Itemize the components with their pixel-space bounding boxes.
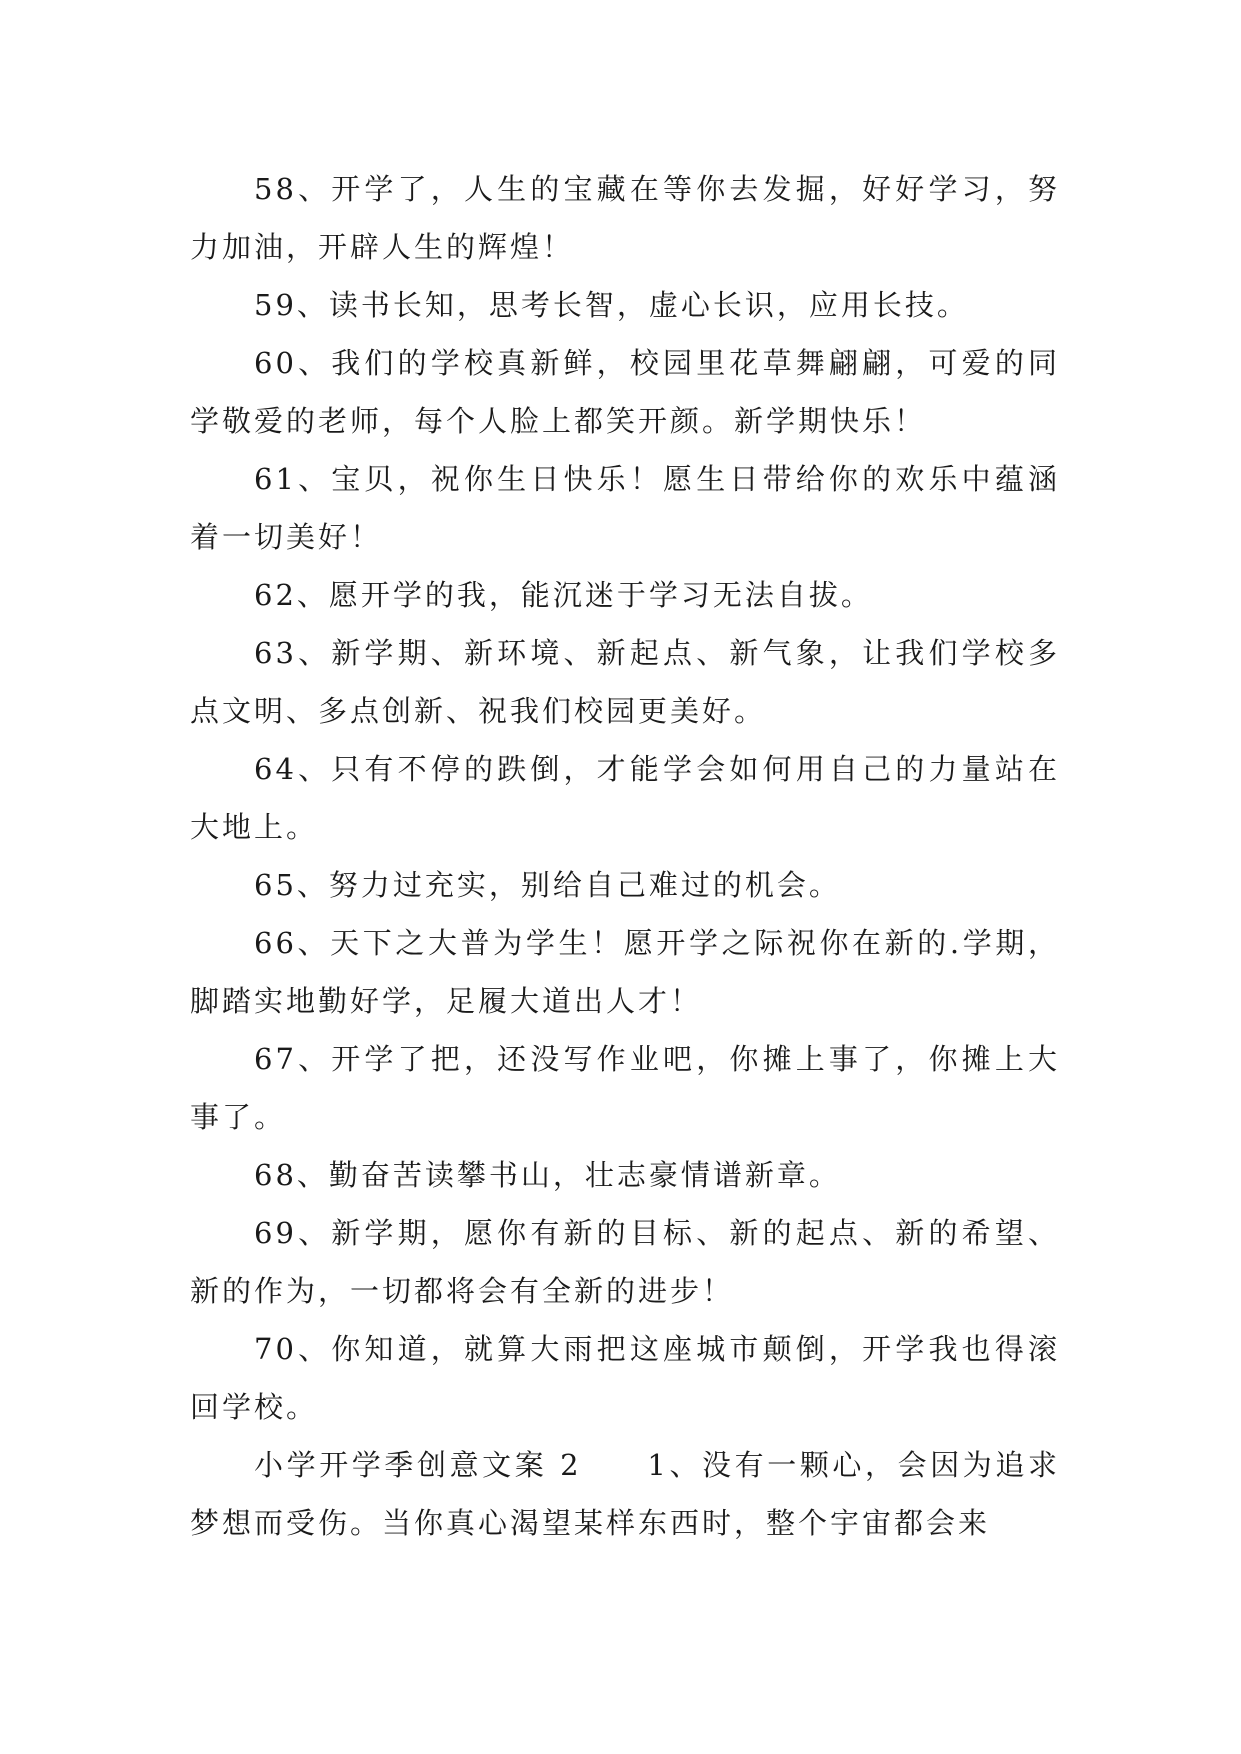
section-paragraph: 小学开学季创意文案 2 1、没有一颗心，会因为追求梦想而受伤。当你真心渴望某样东西时，整个宇宙都会来 — [190, 1448, 1060, 1540]
paragraph-69: 69、新学期，愿你有新的目标、新的起点、新的希望、新的作为，一切都将会有全新的进步！ — [190, 1216, 1060, 1308]
paragraph-70: 70、你知道，就算大雨把这座城市颠倒，开学我也得滚回学校。 — [190, 1332, 1060, 1424]
paragraph-65: 65、努力过充实，别给自己难过的机会。 — [254, 868, 841, 902]
paragraph-58: 58、开学了，人生的宝藏在等你去发掘，好好学习，努力加油，开辟人生的辉煌！ — [190, 172, 1060, 264]
paragraph-64: 64、只有不停的跌倒，才能学会如何用自己的力量站在大地上。 — [190, 752, 1060, 844]
paragraph-66: 66、天下之大普为学生！愿开学之际祝你在新的.学期，脚踏实地勤好学，足履大道出人才！ — [190, 926, 1060, 1018]
paragraph-63: 63、新学期、新环境、新起点、新气象，让我们学校多点文明、多点创新、祝我们校园更美好。 — [190, 636, 1060, 728]
paragraph-60: 60、我们的学校真新鲜，校园里花草舞翩翩，可爱的同学敬爱的老师，每个人脸上都笑开颜。新学期快乐！ — [190, 346, 1060, 438]
paragraph-59: 59、读书长知，思考长智，虚心长识，应用长技。 — [254, 288, 969, 322]
document-body — [190, 160, 1060, 1552]
paragraph-61: 61、宝贝，祝你生日快乐！愿生日带给你的欢乐中蕴涵着一切美好！ — [190, 462, 1060, 554]
paragraph-68: 68、勤奋苦读攀书山，壮志豪情谱新章。 — [254, 1158, 841, 1192]
paragraph-62: 62、愿开学的我，能沉迷于学习无法自拔。 — [254, 578, 873, 612]
paragraph-67: 67、开学了把，还没写作业吧，你摊上事了，你摊上大事了。 — [190, 1042, 1060, 1134]
